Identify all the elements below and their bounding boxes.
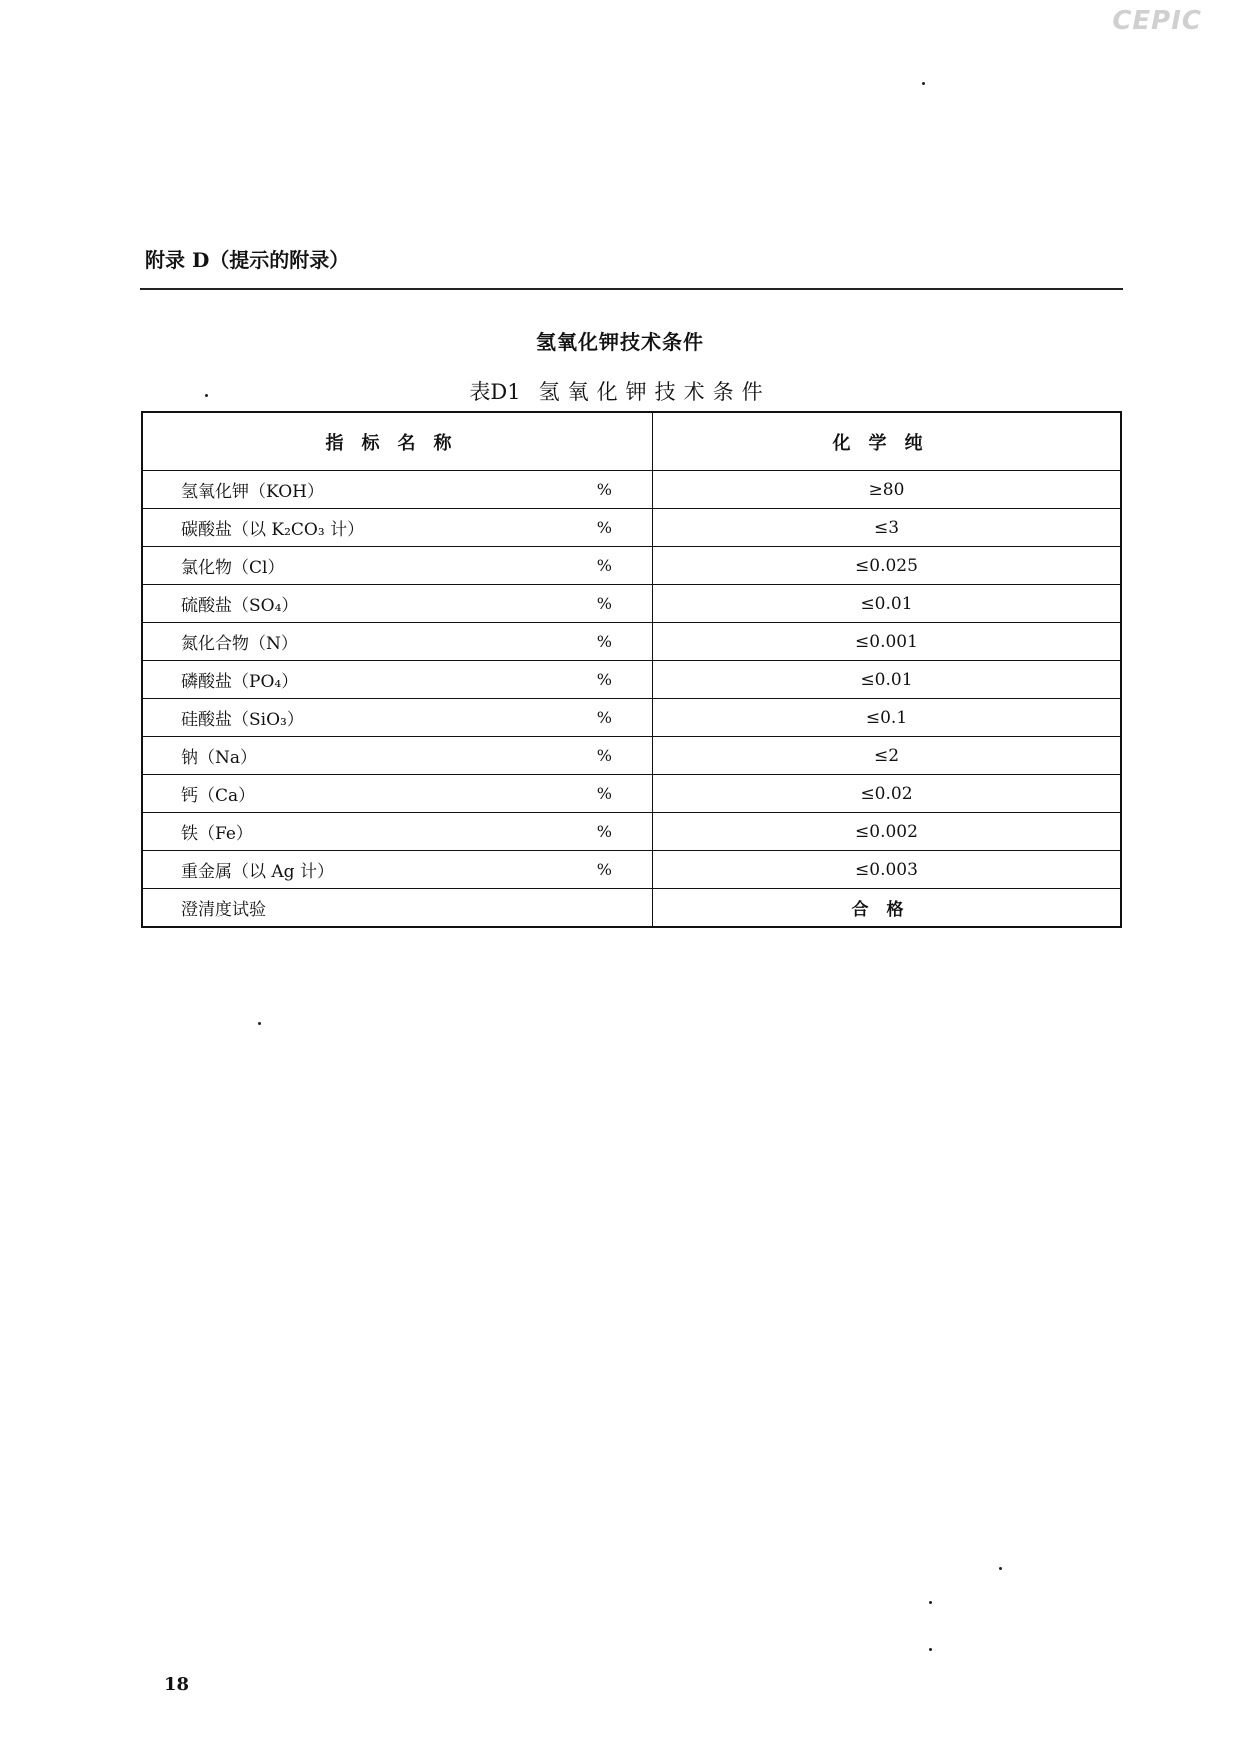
- row-unit: %: [596, 860, 612, 879]
- row-name: 硅酸盐（SiO₃）: [181, 710, 304, 730]
- row-name-cell: [142, 851, 653, 889]
- row-name: 钙（Ca）: [181, 786, 256, 806]
- row-unit: %: [596, 556, 612, 575]
- row-value: ≤0.01: [653, 585, 1122, 623]
- row-name-cell: [142, 813, 653, 851]
- scan-speck: [929, 1601, 932, 1604]
- scan-speck: [205, 394, 208, 397]
- table-row: [142, 737, 1121, 775]
- header-name: 指标名称: [142, 412, 653, 471]
- row-unit: %: [596, 746, 612, 765]
- row-name: 碳酸盐（以 K₂CO₃ 计）: [181, 520, 365, 540]
- table-row: [142, 547, 1121, 585]
- appendix-header: [145, 244, 349, 273]
- row-unit: %: [596, 784, 612, 803]
- row-unit: %: [596, 822, 612, 841]
- row-name-cell: [142, 737, 653, 775]
- scan-speck: [922, 82, 925, 85]
- row-value: ≤0.002: [653, 813, 1122, 851]
- row-name-cell: [142, 889, 653, 928]
- table-row: [142, 851, 1121, 889]
- row-name: 铁（Fe）: [181, 824, 253, 844]
- table-row: [142, 585, 1121, 623]
- row-name: 钠（Na）: [181, 748, 258, 768]
- row-name-cell: [142, 699, 653, 737]
- table-caption-number: 表D1: [469, 380, 521, 404]
- row-name: 氢氧化钾（KOH）: [181, 482, 325, 502]
- scan-speck: [258, 1022, 261, 1025]
- appendix-note: （提示的附录）: [209, 248, 350, 272]
- row-name: 硫酸盐（SO₄）: [181, 596, 299, 616]
- row-value: ≤0.001: [653, 623, 1122, 661]
- table-row: [142, 813, 1121, 851]
- row-name-cell: [142, 661, 653, 699]
- table-row: [142, 509, 1121, 547]
- row-name-cell: [142, 547, 653, 585]
- row-name-cell: [142, 775, 653, 813]
- row-value: ≤0.1: [653, 699, 1122, 737]
- table-row: [142, 775, 1121, 813]
- row-value: ≤0.01: [653, 661, 1122, 699]
- header-value: 化学纯: [653, 412, 1122, 471]
- page-number: 18: [164, 1674, 190, 1695]
- row-name-cell: [142, 623, 653, 661]
- row-value: ≥80: [653, 471, 1122, 509]
- row-name: 氯化物（Cl）: [181, 558, 285, 578]
- row-name-cell: [142, 585, 653, 623]
- appendix-label: 附录 D: [145, 248, 210, 272]
- spec-table: [141, 411, 1122, 928]
- scan-speck: [999, 1567, 1002, 1570]
- table-row: [142, 661, 1121, 699]
- row-unit: %: [596, 632, 612, 651]
- row-unit: %: [596, 708, 612, 727]
- section-title: 氢氧化钾技术条件: [536, 330, 704, 354]
- row-value: ≤2: [653, 737, 1122, 775]
- row-name-cell: [142, 509, 653, 547]
- row-value: ≤0.003: [653, 851, 1122, 889]
- table-caption: [0, 376, 1240, 406]
- table-caption-title: 氢氧化钾技术条件: [538, 380, 771, 404]
- row-name: 重金属（以 Ag 计）: [181, 862, 334, 882]
- row-unit: %: [596, 480, 612, 499]
- row-name: 磷酸盐（PO₄）: [181, 672, 299, 692]
- row-unit: %: [596, 518, 612, 537]
- header-rule: [140, 288, 1123, 290]
- row-unit: %: [596, 594, 612, 613]
- row-value: 合格: [653, 889, 1122, 928]
- table-row: [142, 471, 1121, 509]
- table-row: [142, 623, 1121, 661]
- row-name: 氮化合物（N）: [181, 634, 298, 654]
- row-value: ≤0.025: [653, 547, 1122, 585]
- row-value: ≤0.02: [653, 775, 1122, 813]
- table-header-row: [142, 412, 1121, 471]
- row-value: ≤3: [653, 509, 1122, 547]
- row-unit: %: [596, 670, 612, 689]
- table-row: [142, 889, 1121, 928]
- cepic-watermark: CEPIC: [1112, 6, 1202, 36]
- row-name-cell: [142, 471, 653, 509]
- scan-speck: [929, 1648, 932, 1651]
- row-name: 澄清度试验: [181, 900, 266, 920]
- table-row: [142, 699, 1121, 737]
